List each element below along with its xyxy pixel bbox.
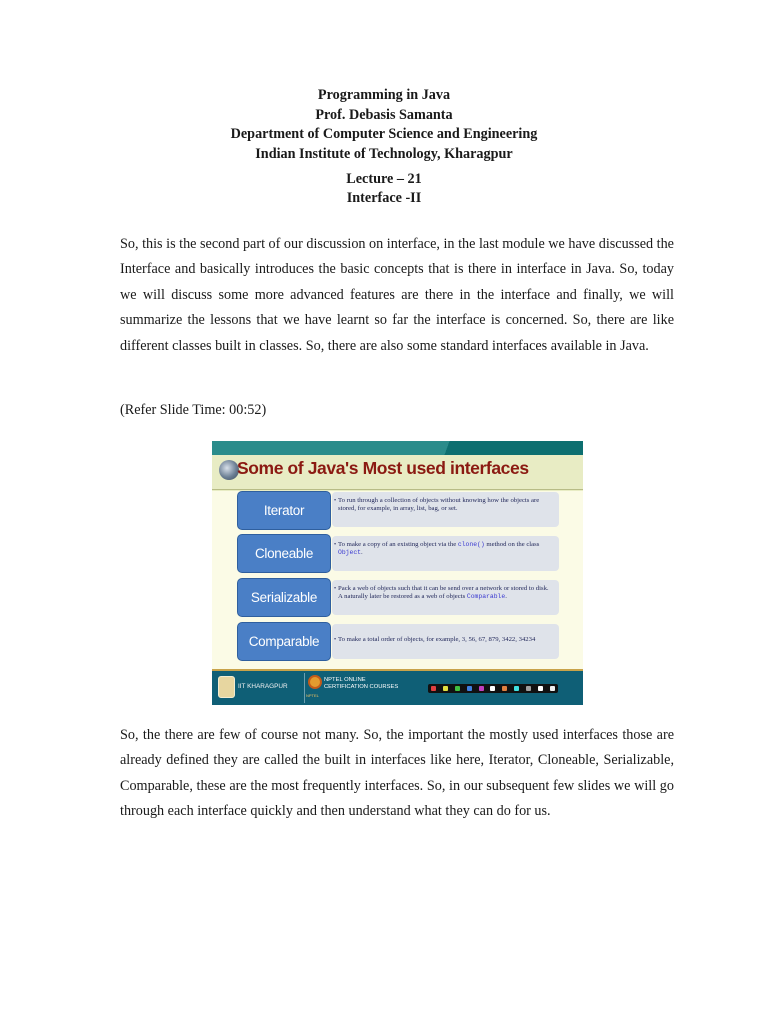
code-clone: clone() [457,541,485,548]
nptel-logo-icon [308,675,322,689]
row-desc-text: . [505,593,507,601]
tool-highlighter-icon [443,686,448,691]
row-desc-text: To run through a collection of objects without knowing how the objects are stored, for example, in array, list, bag, or set. [338,497,540,513]
lecture-number: Lecture – 21 [346,171,422,187]
tool-pen-icon [431,686,436,691]
bullet-icon: • [334,542,337,548]
code-comparable: Comparable [466,593,506,601]
java-logo-icon [219,460,239,480]
document-header [0,86,768,164]
tool-line-icon [502,686,507,691]
tool-undo-icon [526,686,531,691]
code-object: Object [338,549,362,557]
paragraph-intro: So, this is the second part of our discussion on interface, in the last module we have discussed the Interface and basically introduces the basic concepts that is there in interface in Java. So, today we will discuss some more advanced features are there in the interface and finally, we will summarize the lessons that we have learnt so far the interface is concerned. So, there are like different classes built in classes. So, there are also some standard interfaces available in Java. [120,236,674,354]
lecture-heading [0,170,768,208]
tool-save-icon [550,686,555,691]
row-desc-text: To make a total order of objects, for example, 3, 56, 67, 879, 3422, 34234 [338,636,536,643]
bullet-icon: • [334,498,337,504]
slide-title: Some of Java's Most used interfaces [237,458,529,478]
row-desc-comparable [332,624,559,659]
row-desc-serializable [332,580,559,615]
row-label-comparable: Comparable [237,622,331,661]
nptel-logo-label: NPTEL [306,693,319,698]
slide-footer-edge [212,669,583,671]
nptel-line1: NPTEL ONLINE [324,677,366,683]
row-label-serializable: Serializable [237,578,331,617]
tool-eraser-icon [490,686,495,691]
iit-kharagpur-label: IIT KHARAGPUR [238,683,288,690]
row-desc-cloneable [332,536,559,571]
course-title: Programming in Java [317,87,451,103]
professor-name: Prof. Debasis Samanta [315,106,453,123]
slide-top-diagonal [417,441,477,455]
row-label-iterator: Iterator [237,491,331,530]
bullet-icon: • [334,586,337,592]
refer-slide-time: (Refer Slide Time: 00:52) [120,402,267,418]
row-desc-text: Pack a web of objects such that it can be send over a network or stored to disk. A naturally later be restored as a web of objects [338,585,549,601]
row-desc-text: . [361,549,363,557]
lecture-slide-image [212,441,583,705]
tool-pencil-icon [467,686,472,691]
tool-marker-icon [455,686,460,691]
row-label-cloneable: Cloneable [237,534,331,573]
presentation-toolbar [428,684,558,693]
bullet-icon: • [334,637,337,643]
institute-name: Indian Institute of Technology, Kharagpur [255,145,513,162]
lecture-title: Interface -II [346,190,422,206]
iit-logo-icon [218,676,235,698]
row-desc-text: To make a copy of an existing object via the [338,541,458,548]
tool-shape-icon [514,686,519,691]
nptel-line2: CERTIFICATION COURSES [324,683,399,690]
tool-brush-icon [479,686,484,691]
footer-divider [304,673,305,703]
tool-clear-icon [538,686,543,691]
row-desc-iterator [332,492,559,527]
paragraph-interfaces: So, the there are few of course not many. So, the important the mostly used interfaces those are already defined they are called the built in interfaces like here, Iterator, Cloneable, Serializable, Comparable, these are the most frequently interfaces. So, in our subsequent few slides we will go through each interface quickly and then understand what they can do for us. [120,727,674,820]
department-name: Department of Computer Science and Engineering [230,126,538,142]
row-desc-text: method on the class [484,541,540,548]
slide-title-rule [212,489,583,490]
nptel-label [324,677,398,691]
